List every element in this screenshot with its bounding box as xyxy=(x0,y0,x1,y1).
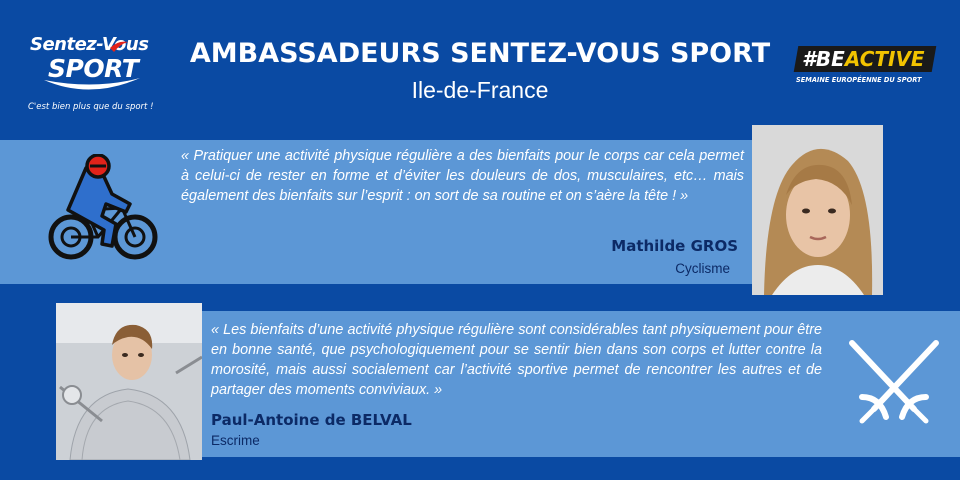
beactive-hash-part: #BE xyxy=(802,47,845,71)
beactive-logo xyxy=(796,46,938,90)
beactive-logo-subtitle: SEMAINE EUROPÉENNE DU SPORT xyxy=(796,76,922,84)
crossed-swords-icon xyxy=(846,337,942,427)
beactive-logo-text xyxy=(802,47,925,71)
logo-line2: SPORT xyxy=(48,54,139,83)
ambassador-2-name: Paul-Antoine de BELVAL xyxy=(211,411,412,429)
beactive-active-part: ACTIVE xyxy=(844,47,925,71)
page-title: AMBASSADEURS SENTEZ-VOUS SPORT xyxy=(189,38,771,69)
page-subtitle: Ile-de-France xyxy=(411,77,549,103)
logo-line1: Sentez-Vous xyxy=(30,34,149,55)
ambassador-2-photo xyxy=(56,303,202,460)
ambassador-2-sport: Escrime xyxy=(211,433,260,448)
ambassador-1-sport: Cyclisme xyxy=(675,261,730,276)
logo-tagline: C'est bien plus que du sport ! xyxy=(28,102,154,112)
cyclist-icon xyxy=(46,154,160,264)
ambassador-2-quote: « Les bienfaits d’une activité physique régulière sont considérables tant physiquement pour être en bonne santé, que psychologiquement pour se sentir bien dans son corps et lutter contre la morosité, mais aussi socialement car l’activité sportive permet de rencontrer les autres et de partager des moments conviviaux. » xyxy=(211,322,822,398)
ambassador-1-photo xyxy=(752,125,883,295)
ambassador-1-name: Mathilde GROS xyxy=(611,237,738,255)
ambassador-1-quote: « Pratiquer une activité physique régulière a des bienfaits pour le corps car cela permet à celui-ci de rester en forme et d’éviter les douleurs de dos, musculaires, etc… mais également des bienfaits sur l’esprit : on sort de sa routine et on s’aère la tête ! » xyxy=(181,148,744,204)
